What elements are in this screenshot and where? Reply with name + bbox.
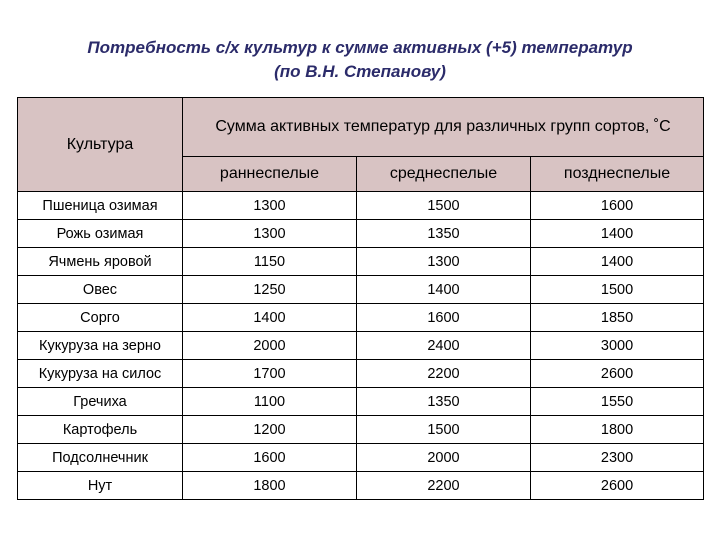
- early-value-cell: 1600: [183, 444, 357, 472]
- crop-name-cell: Сорго: [18, 304, 183, 332]
- column-header-late: позднеспелые: [531, 157, 704, 192]
- early-value-cell: 1300: [183, 220, 357, 248]
- mid-value-cell: 1300: [357, 248, 531, 276]
- crop-column-header: Культура: [18, 98, 183, 192]
- mid-value-cell: 1500: [357, 416, 531, 444]
- crop-name-cell: Пшеница озимая: [18, 192, 183, 220]
- table-row: [18, 388, 704, 416]
- early-value-cell: 1800: [183, 472, 357, 500]
- late-value-cell: 1500: [531, 276, 704, 304]
- table-row: [18, 220, 704, 248]
- column-header-early: раннеспелые: [183, 157, 357, 192]
- crop-name-cell: Овес: [18, 276, 183, 304]
- title-line-2: (по В.Н. Степанову): [274, 62, 446, 81]
- late-value-cell: 1850: [531, 304, 704, 332]
- temperature-table: [17, 97, 704, 500]
- mid-value-cell: 1400: [357, 276, 531, 304]
- late-value-cell: 1600: [531, 192, 704, 220]
- late-value-cell: 1800: [531, 416, 704, 444]
- mid-value-cell: 1350: [357, 220, 531, 248]
- table-row: [18, 416, 704, 444]
- page-title: [0, 36, 720, 84]
- group-column-header: Сумма активных температур для различных групп сортов, ˚С: [183, 98, 704, 157]
- table-row: [18, 304, 704, 332]
- early-value-cell: 1100: [183, 388, 357, 416]
- crop-name-cell: Нут: [18, 472, 183, 500]
- late-value-cell: 1550: [531, 388, 704, 416]
- crop-name-cell: Ячмень яровой: [18, 248, 183, 276]
- crop-name-cell: Гречиха: [18, 388, 183, 416]
- table-row: [18, 248, 704, 276]
- table-row: [18, 444, 704, 472]
- crop-name-cell: Рожь озимая: [18, 220, 183, 248]
- late-value-cell: 2600: [531, 360, 704, 388]
- early-value-cell: 1200: [183, 416, 357, 444]
- table-body: [18, 192, 704, 500]
- mid-value-cell: 2200: [357, 472, 531, 500]
- table-row: [18, 332, 704, 360]
- title-line-1: Потребность с/х культур к сумме активных (+5) температур: [87, 38, 633, 57]
- late-value-cell: 1400: [531, 220, 704, 248]
- table-row: [18, 360, 704, 388]
- crop-name-cell: Кукуруза на зерно: [18, 332, 183, 360]
- table-row: [18, 276, 704, 304]
- mid-value-cell: 2200: [357, 360, 531, 388]
- mid-value-cell: 1600: [357, 304, 531, 332]
- early-value-cell: 1300: [183, 192, 357, 220]
- late-value-cell: 2600: [531, 472, 704, 500]
- mid-value-cell: 2400: [357, 332, 531, 360]
- mid-value-cell: 1350: [357, 388, 531, 416]
- early-value-cell: 1150: [183, 248, 357, 276]
- column-header-mid: среднеспелые: [357, 157, 531, 192]
- early-value-cell: 1400: [183, 304, 357, 332]
- table-row: [18, 192, 704, 220]
- late-value-cell: 1400: [531, 248, 704, 276]
- mid-value-cell: 1500: [357, 192, 531, 220]
- early-value-cell: 1700: [183, 360, 357, 388]
- early-value-cell: 2000: [183, 332, 357, 360]
- early-value-cell: 1250: [183, 276, 357, 304]
- crop-name-cell: Картофель: [18, 416, 183, 444]
- crop-name-cell: Кукуруза на силос: [18, 360, 183, 388]
- mid-value-cell: 2000: [357, 444, 531, 472]
- late-value-cell: 3000: [531, 332, 704, 360]
- table-row: [18, 472, 704, 500]
- late-value-cell: 2300: [531, 444, 704, 472]
- crop-name-cell: Подсолнечник: [18, 444, 183, 472]
